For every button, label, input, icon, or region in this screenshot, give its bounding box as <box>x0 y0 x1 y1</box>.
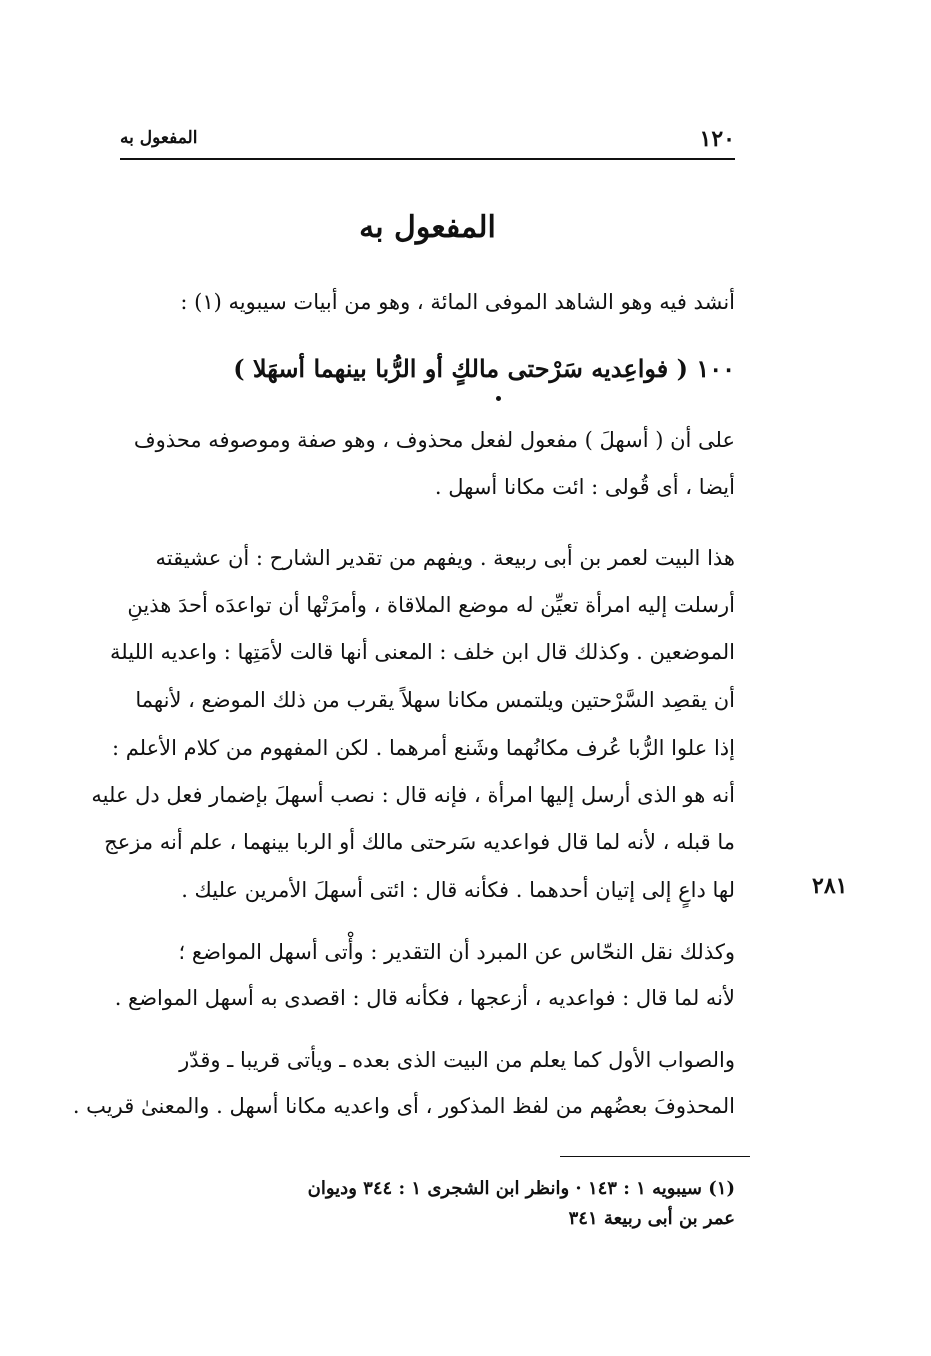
para2-line5: إذا علوا الرُّبا عُرف مكانُهما وشَنع أمرهما . لكن المفهوم من كلام الأعلم : <box>111 736 735 760</box>
header-rule <box>120 158 735 160</box>
chapter-title: المفعول به <box>359 210 496 245</box>
para2-line8: لها داعٍ إلى إتيان أحدهما . فكأنه قال : ائتى أسهلَ الأمرين عليك . <box>181 878 735 902</box>
intro-line: أنشد فيه وهو الشاهد الموفى المائة ، وهو من أبيات سيبويه (١) : <box>180 290 735 314</box>
running-head-title: المفعول به <box>120 128 198 148</box>
para2-line4: أن يقصِد السَّرْحتين ويلتمس مكانا سهلاً يقرب من ذلك الموضع ، لأنهما <box>135 688 735 712</box>
verse-100: ١٠٠ ( فواعِديه سَرْحتى مالكٍ أو الرُّبا بينهما أسهَلا ) <box>233 354 735 383</box>
para1-line2: أيضا ، أى قُولى : ائت مكانا أسهل . <box>434 475 735 499</box>
para2-line6: أنه هو الذى أرسل إليها امرأة ، فإنه قال : نصب أسهلَ بإضمار فعل دل عليه <box>91 783 735 807</box>
page-number: ١٢٠ <box>699 126 735 152</box>
para2-line7: ما قبله ، لأنه لما قال فواعديه سَرحتى مالك أو الربا بينهما ، علم أنه مزعج <box>104 830 735 854</box>
para2-line2: أرسلت إليه امرأة تعيِّن له موضع الملاقاة ، وأمرَتْها أن تواعدَه أحدَ هذينِ <box>127 593 735 617</box>
para2-line3: الموضعين . وكذلك قال ابن خلف : المعنى أنها قالت لأمَتِها : واعديه الليلة <box>110 640 735 664</box>
para4-line2: المحذوفَ بعضُهم من لفظ المذكور ، أى واعديه مكانا أسهل . والمعنىٰ قريب . <box>72 1094 735 1118</box>
verse-dot <box>496 396 501 401</box>
para3-line1: وكذلك نقل النحّاس عن المبرد أن التقدير : وأْتى أسهل المواضع ؛ <box>178 940 735 964</box>
footnote-rule <box>560 1156 750 1157</box>
para1-line1: على أن ( أسهلَ ) مفعول لفعل محذوف ، وهو صفة وموصوفه محذوف <box>133 428 735 452</box>
para4-line1: والصواب الأول كما يعلم من البيت الذى بعده ـ ويأتى قريبا ـ وقدّر <box>179 1048 735 1072</box>
para2-line1: هذا البيت لعمر بن أبى ربيعة . ويفهم من تقدير الشارح : أن عشيقته <box>155 546 735 570</box>
margin-number: ٢٨١ <box>812 873 848 899</box>
para3-line2: لأنه لما قال : فواعديه ، أزعجها ، فكأنه قال : اقصدى به أسهل المواضع . <box>114 986 735 1010</box>
footnote-line2: عمر بن أبى ربيعة ٣٤١ <box>568 1208 735 1229</box>
running-head <box>120 126 735 156</box>
footnote-line1: (١) سيبويه ١ : ١٤٣ · وانظر ابن الشجرى ١ : ٣٤٤ وديوان <box>307 1178 735 1199</box>
